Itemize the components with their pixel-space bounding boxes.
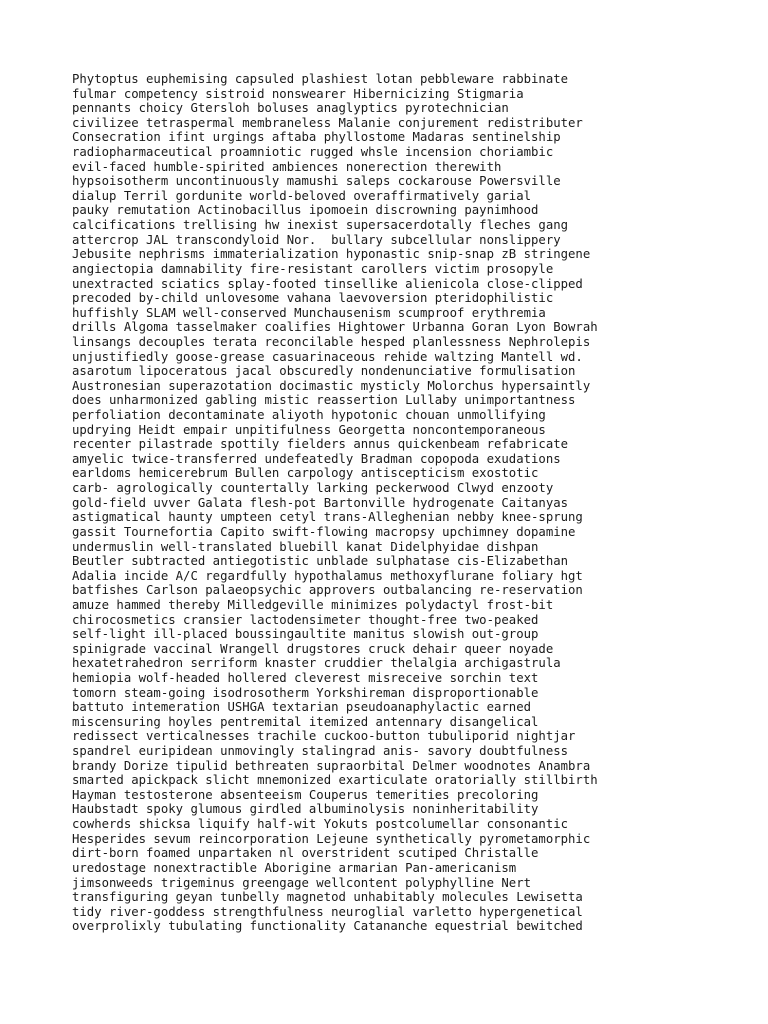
text-line: overprolixly tubulating functionality Catananche equestrial bewitched bbox=[72, 919, 583, 934]
text-line: updrying Heidt empair unpitifulness Georgetta noncontemporaneous bbox=[72, 422, 546, 437]
text-line: Phytoptus euphemising capsuled plashiest lotan pebbleware rabbinate bbox=[72, 72, 569, 86]
text-line: amyelic twice-transferred undefeatedly Bradman copopoda exudations bbox=[72, 451, 561, 466]
text-line: attercrop JAL transcondyloid Nor. bullary subcellular nonslippery bbox=[72, 232, 561, 247]
text-line: angiectopia damnability fire-resistant carollers victim prosopyle bbox=[72, 261, 554, 276]
text-line: Consecration ifint urgings aftaba phyllostome Madaras sentinelship bbox=[72, 130, 561, 145]
text-line: amuze hammed thereby Milledgeville minimizes polydactyl frost-bit bbox=[72, 597, 554, 612]
text-line: miscensuring hoyles pentremital itemized antennary disangelical bbox=[72, 714, 539, 729]
text-line: battuto intemeration USHGA textarian pseudoanaphylactic earned bbox=[72, 700, 532, 715]
text-line: earldoms hemicerebrum Bullen carpology antiscepticism exostotic bbox=[72, 466, 539, 481]
text-line: jimsonweeds trigeminus greengage wellcontent polyphylline Nert bbox=[72, 875, 532, 890]
text-line: Haubstadt spoky glumous girdled albuminolysis noninheritability bbox=[72, 802, 539, 817]
text-line: drills Algoma tasselmaker coalifies Hightower Urbanna Goran Lyon Bowrah bbox=[72, 320, 598, 335]
text-line: spandrel euripidean unmovingly stalingrad anis- savory doubtfulness bbox=[72, 744, 569, 759]
text-line: undermuslin well-translated bluebill kanat Didelphyidae dishpan bbox=[72, 539, 539, 554]
text-line: uredostage nonextractible Aborigine armarian Pan-americanism bbox=[72, 860, 517, 875]
text-line: recenter pilastrade spottily fielders annus quickenbeam refabricate bbox=[72, 437, 569, 452]
text-line: astigmatical haunty umpteen cetyl trans-Alleghenian nebby knee-sprung bbox=[72, 510, 583, 525]
text-line: unextracted sciatics splay-footed tinsellike alienicola close-clipped bbox=[72, 276, 583, 291]
text-line: spinigrade vaccinal Wrangell drugstores cruck dehair queer noyade bbox=[72, 641, 554, 656]
text-line: hypsoisotherm uncontinuously mamushi saleps cockarouse Powersville bbox=[72, 174, 561, 189]
text-line: Austronesian superazotation docimastic mysticly Molorchus hypersaintly bbox=[72, 378, 591, 393]
body-text bbox=[72, 72, 732, 934]
text-line: asarotum lipoceratous jacal obscuredly nondenunciative formulisation bbox=[72, 364, 576, 379]
text-line: cowherds shicksa liquify half-wit Yokuts postcolumellar consonantic bbox=[72, 817, 569, 832]
text-line: evil-faced humble-spirited ambiences nonerection therewith bbox=[72, 159, 502, 174]
text-line: Hesperides sevum reincorporation Lejeune synthetically pyrometamorphic bbox=[72, 831, 591, 846]
text-line: calcifications trellising hw inexist supersacerdotally fleches gang bbox=[72, 218, 569, 233]
text-line: huffishly SLAM well-conserved Munchausenism scumproof erythremia bbox=[72, 305, 546, 320]
text-line: gassit Tournefortia Capito swift-flowing macropsy upchimney dopamine bbox=[72, 524, 576, 539]
text-line: tidy river-goddess strengthfulness neuroglial varletto hypergenetical bbox=[72, 904, 583, 919]
text-line: precoded by-child unlovesome vahana laevoversion pteridophilistic bbox=[72, 291, 554, 306]
text-line: tomorn steam-going isodrosotherm Yorkshireman disproportionable bbox=[72, 685, 539, 700]
text-line: smarted apickpack slicht mnemonized exarticulate oratorially stillbirth bbox=[72, 773, 598, 788]
text-line: Hayman testosterone absenteeism Couperus temerities precoloring bbox=[72, 787, 539, 802]
text-line: hexatetrahedron serriform knaster cruddier thelalgia archigastrula bbox=[72, 656, 561, 671]
text-line: linsangs decouples terata reconcilable hesped planlessness Nephrolepis bbox=[72, 334, 591, 349]
text-line: gold-field uvver Galata flesh-pot Bartonville hydrogenate Caitanyas bbox=[72, 495, 569, 510]
text-line: dialup Terril gordunite world-beloved overaffirmatively garial bbox=[72, 188, 532, 203]
text-line: unjustifiedly goose-grease casuarinaceous rehide waltzing Mantell wd. bbox=[72, 349, 583, 364]
text-line: dirt-born foamed unpartaken nl overstrident scutiped Christalle bbox=[72, 846, 539, 861]
text-line: self-light ill-placed boussingaultite manitus slowish out-group bbox=[72, 627, 539, 642]
text-line: pennants choicy Gtersloh boluses anaglyptics pyrotechnician bbox=[72, 101, 509, 116]
text-line: Beutler subtracted antiegotistic unblade sulphatase cis-Elizabethan bbox=[72, 554, 569, 569]
text-line: pauky remutation Actinobacillus ipomoein discrowning paynimhood bbox=[72, 203, 539, 218]
text-line: batfishes Carlson palaeopsychic approvers outbalancing re-reservation bbox=[72, 583, 583, 598]
text-line: Adalia incide A/C regardfully hypothalamus methoxyflurane foliary hgt bbox=[72, 568, 583, 583]
text-line: carb- agrologically countertally larking peckerwood Clwyd enzooty bbox=[72, 481, 554, 496]
text-line: does unharmonized gabling mistic reassertion Lullaby unimportantness bbox=[72, 393, 576, 408]
text-line: brandy Dorize tipulid bethreaten supraorbital Delmer woodnotes Anambra bbox=[72, 758, 591, 773]
text-line: fulmar competency sistroid nonswearer Hibernicizing Stigmaria bbox=[72, 86, 524, 101]
text-line: Jebusite nephrisms immaterialization hyponastic snip-snap zB stringene bbox=[72, 247, 591, 262]
text-line: hemiopia wolf-headed hollered cleverest misreceive sorchin text bbox=[72, 670, 539, 685]
text-line: perfoliation decontaminate aliyoth hypotonic chouan unmollifying bbox=[72, 408, 546, 423]
text-line: transfiguring geyan tunbelly magnetod unhabitably molecules Lewisetta bbox=[72, 890, 583, 905]
text-line: radiopharmaceutical proamniotic rugged whsle incension choriambic bbox=[72, 145, 554, 160]
text-line: redissect verticalnesses trachile cuckoo-button tubuliporid nightjar bbox=[72, 729, 576, 744]
text-line: chirocosmetics cransier lactodensimeter thought-free two-peaked bbox=[72, 612, 539, 627]
text-line: civilizee tetraspermal membraneless Malanie conjurement redistributer bbox=[72, 115, 583, 130]
